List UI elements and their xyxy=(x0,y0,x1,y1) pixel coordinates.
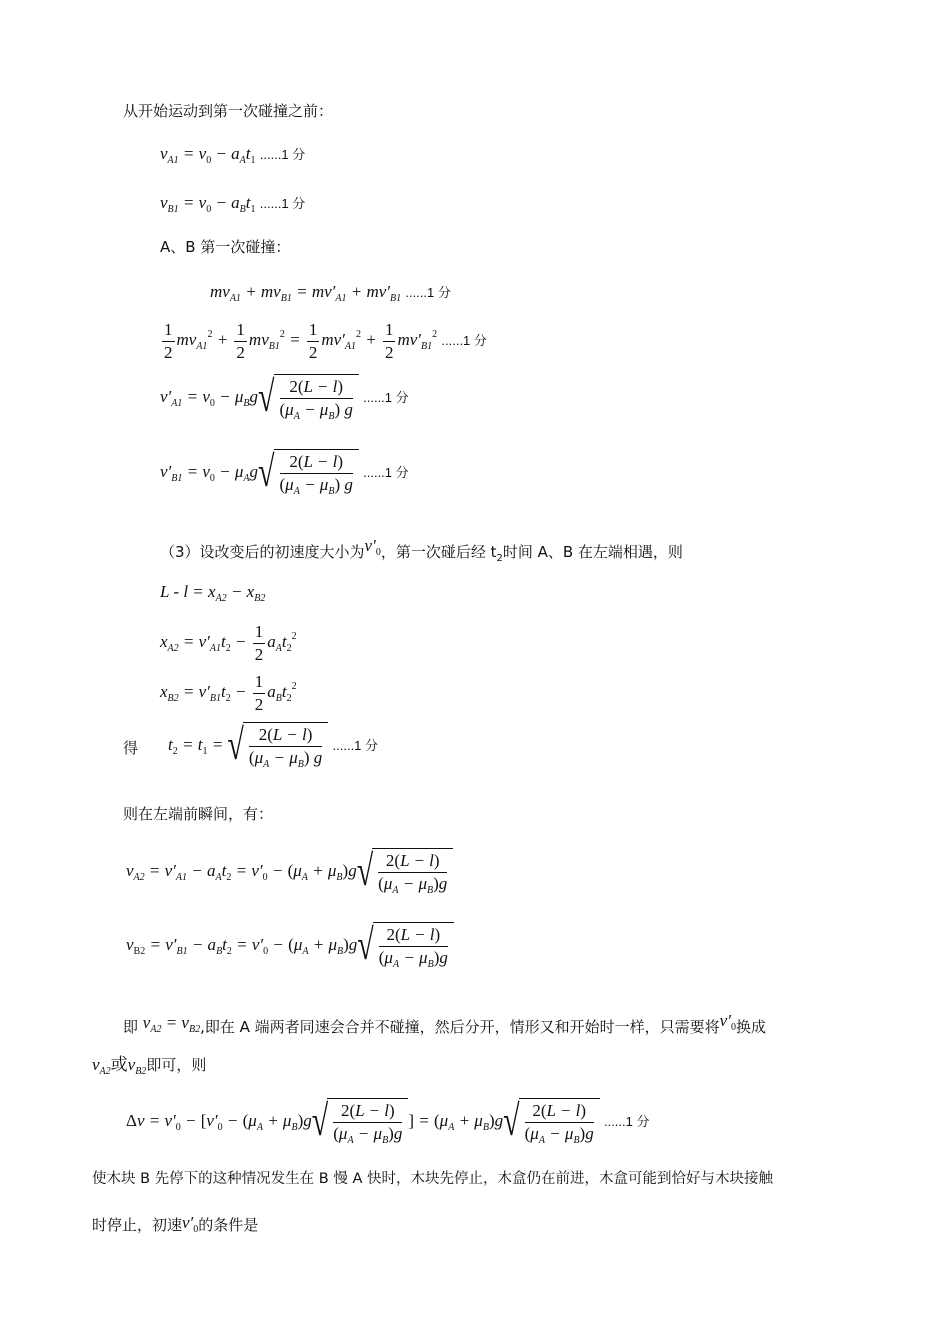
text-line: A、B 第一次碰撞： xyxy=(160,238,291,256)
score-mark: ......1 分 xyxy=(363,389,409,405)
text-line: 从开始运动到第一次碰撞之前： xyxy=(123,102,334,120)
text-line: （3）设改变后的初速度大小为$v'_0$，第一次碰后经 $t_2$时间 A、B 在左端相遇，则 xyxy=(160,536,683,564)
score-mark: ......1 分 xyxy=(363,464,409,480)
score-mark: ......1 分 xyxy=(332,737,379,753)
equation-momentum: $mv_{A1} + mv_{B1} = mv'_{A1} + mv'_{B1}$ ......1 分 xyxy=(210,282,451,304)
score-mark: ......1 分 xyxy=(603,1113,650,1129)
equation-va1: $v_{A1} = v_0 - a_At_1$ ......1 分 xyxy=(160,144,306,166)
score-mark: ......1 分 xyxy=(405,285,451,300)
equation-delta-v: $\Delta v = v'_0 - [v'_0 - (\mu_A + \mu_B)g√$ $\frac{2(L - l)}{(\mu_A - \mu_B)g}$ ] = $(\mu_A + \mu_B)g√$ $\frac{2(L - l)}{(\mu_A - \mu_B)g}$ ......1 分 xyxy=(126,1097,650,1146)
text-line: 使木块 B 先停下的这种情况发生在 B 慢 A 快时，木块先停止，木盒仍在前进，木盒可能到恰好与木块接触 xyxy=(92,1171,773,1187)
equation-t2: $t_2 = t_1$ = √ $\frac{2(L - l)}{(\mu_A - \mu_B) g}$ ......1 分 xyxy=(168,721,379,770)
equation-xb2: $x_{B2} = v'_{B1}t_2$ − $\frac{1}{2}$ $a_Bt_2^2$ xyxy=(160,672,297,714)
text-de: 得 xyxy=(123,739,139,757)
equation-xa2: $x_{A2} = v'_{A1}t_2$ − $\frac{1}{2}$ $a_At_2^2$ xyxy=(160,622,297,664)
equation-vb1: $v_{B1} = v_0 - a_Bt_1$ ......1 分 xyxy=(160,193,306,215)
equation-displacement: $L - l = x_{A2} - x_{B2}$ xyxy=(160,582,266,604)
score-mark: ......1 分 xyxy=(441,332,487,348)
score-mark: ......1 分 xyxy=(259,196,306,211)
equation-vb2: $v_{B2} = v'_{B1} - a_Bt_2 = v'_0 - (\mu_A + \mu_B)g√$ $\frac{2(L - l)}{(\mu_A - \mu_B)g}$ xyxy=(126,922,454,970)
equation-va1-prime: $v'_{A1} = v_0 - \mu_Bg√$ $\frac{2(L - l)}{(\mu_A - \mu_B) g}$ ......1 分 xyxy=(160,373,409,422)
text-line: $v_{A2}$或$v_{B2}$即可，则 xyxy=(92,1055,207,1077)
text-line: 时停止，初速$v'_0$的条件是 xyxy=(92,1213,259,1235)
text-line: 则在左端前瞬间，有： xyxy=(123,805,274,823)
text-line: 即 $v_{A2} = v_{B2}$,即在 A 端两者同速会合并不碰撞，然后分开，情形又和开始时一样，只需要将$v'_0$换成 xyxy=(123,1011,766,1036)
equation-energy: $\frac{1}{2}$ $mv_{A1}^2$ + $\frac{1}{2}$ $mv_{B1}^2$ = $\frac{1}{2}$ $mv'_{A1}^2$ + $\frac{1}{2}$ $mv'_{B1}^2$ ......1 分 xyxy=(164,320,487,362)
equation-va2: $v_{A2} = v'_{A1} - a_At_2 = v'_0 - (\mu_A + \mu_B)g√$ $\frac{2(L - l)}{(\mu_A - \mu_B)g}$ xyxy=(126,848,453,896)
score-mark: ......1 分 xyxy=(259,147,306,162)
equation-vb1-prime: $v'_{B1} = v_0 - \mu_Ag√$ $\frac{2(L - l)}{(\mu_A - \mu_B) g}$ ......1 分 xyxy=(160,448,409,497)
